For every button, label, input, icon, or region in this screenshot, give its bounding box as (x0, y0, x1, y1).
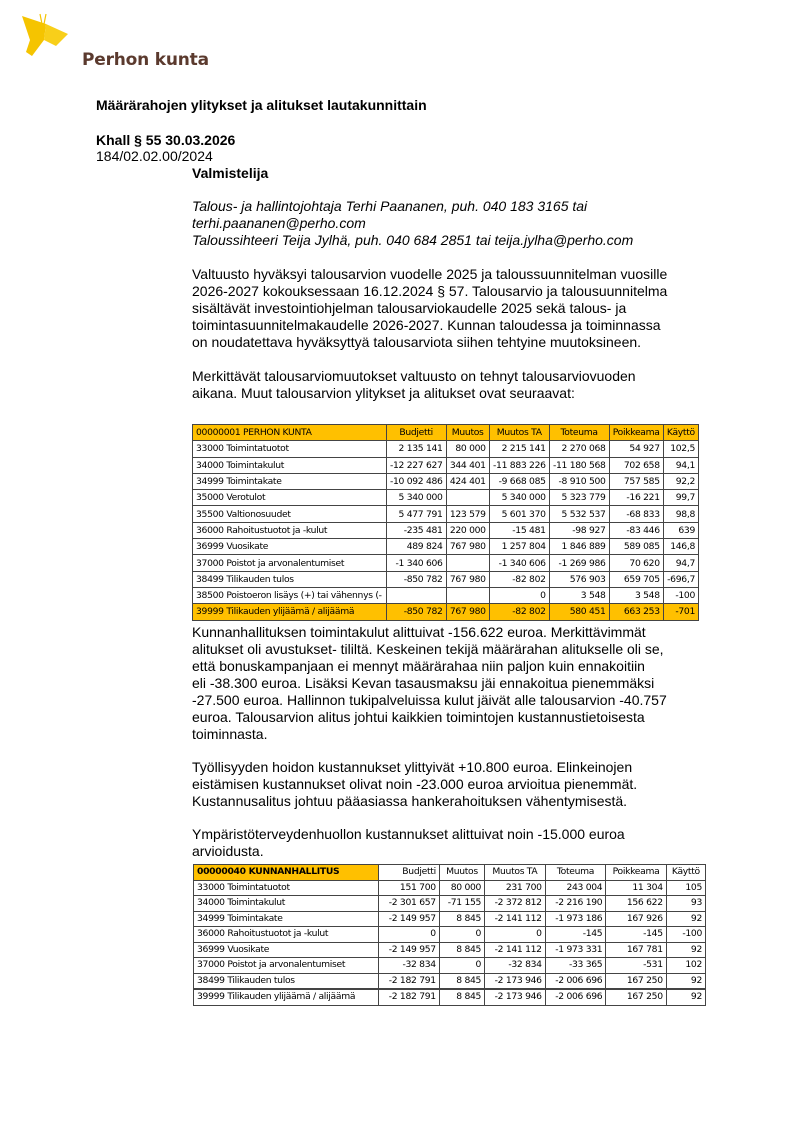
cell-toteuma: 5 532 537 (549, 506, 609, 522)
cell-muutos-ta: -32 834 (485, 958, 546, 974)
meeting-reference: Khall § 55 30.03.2026 (96, 132, 236, 148)
preparer-heading: Valmistelija (192, 165, 269, 181)
preparer-line: Taloussihteeri Teija Jylhä, puh. 040 684 2851 tai teija.jylha@perho.com (192, 232, 634, 248)
cell-kaytto: 102 (666, 958, 705, 974)
col-header-muutos: Muutos (439, 865, 484, 881)
cell-poikkeama: -83 446 (609, 522, 663, 538)
col-header-muutos-ta: Muutos TA (489, 425, 549, 441)
cell-kaytto: 93 (666, 896, 705, 912)
cell-muutos-ta: -11 883 226 (489, 457, 549, 473)
cell-kaytto: 92 (666, 942, 705, 958)
cell-kaytto: 639 (663, 522, 698, 538)
cell-budjetti: -10 092 486 (386, 473, 446, 489)
cell-muutos-ta: 0 (485, 927, 546, 943)
row-label: 37000 Poistot ja arvonalentumiset (193, 555, 387, 571)
cell-kaytto: -100 (663, 587, 698, 603)
cell-budjetti: -2 149 957 (379, 911, 440, 927)
text-line: toimintasuunnitelmakaudelle 2026-2027. Kunnan taloudessa ja toiminnassa (192, 317, 661, 333)
paragraph-kunnanhallitus (192, 624, 667, 743)
table-row (193, 506, 699, 522)
cell-muutos: 123 579 (446, 506, 489, 522)
text-line: Merkittävät talousarviomuutokset valtuusto on tehnyt talousarviovuoden (192, 368, 636, 384)
cell-muutos-ta: -82 802 (489, 604, 549, 620)
table-header-row (193, 425, 699, 441)
table-row (194, 880, 706, 896)
text-line: Työllisyyden hoidon kustannukset ylittyivät +10.800 euroa. Elinkeinojen (192, 759, 633, 775)
cell-budjetti: -2 182 791 (379, 973, 440, 989)
cell-muutos-ta: 2 215 141 (489, 441, 549, 457)
cell-kaytto: 105 (666, 880, 705, 896)
text-line: arvioidusta. (192, 843, 264, 859)
cell-muutos-ta: -2 141 112 (485, 942, 546, 958)
cell-poikkeama: 757 585 (609, 473, 663, 489)
paragraph-tyollisyys (192, 759, 637, 810)
table-row (193, 571, 699, 587)
cell-toteuma: -2 006 696 (545, 989, 606, 1005)
cell-muutos (446, 490, 489, 506)
table-row (194, 958, 706, 974)
row-label: 39999 Tilikauden ylijäämä / alijäämä (194, 989, 379, 1005)
table-row (193, 587, 699, 603)
cell-muutos: 8 845 (439, 989, 484, 1005)
cell-poikkeama: 3 548 (609, 587, 663, 603)
cell-budjetti: 0 (379, 927, 440, 943)
col-header-poikkeama: Poikkeama (609, 425, 663, 441)
cell-toteuma: -8 910 500 (549, 473, 609, 489)
cell-muutos (446, 555, 489, 571)
cell-poikkeama: 589 085 (609, 539, 663, 555)
cell-kaytto: 99,7 (663, 490, 698, 506)
cell-muutos-ta: -82 802 (489, 571, 549, 587)
cell-kaytto: 92 (666, 989, 705, 1005)
cell-poikkeama: 663 253 (609, 604, 663, 620)
table-row (194, 942, 706, 958)
cell-muutos: -71 155 (439, 896, 484, 912)
table-title: 00000040 KUNNANHALLITUS (194, 865, 379, 881)
cell-muutos: 80 000 (439, 880, 484, 896)
cell-kaytto: 92 (666, 911, 705, 927)
row-label: 34000 Toimintakulut (193, 457, 387, 473)
table-row (194, 896, 706, 912)
text-line: Valtuusto hyväksyi talousarvion vuodelle 2025 ja taloussuunnitelman vuosille (192, 266, 668, 282)
cell-muutos-ta: 231 700 (485, 880, 546, 896)
cell-toteuma: -145 (545, 927, 606, 943)
cell-budjetti: 151 700 (379, 880, 440, 896)
text-line: euroa. Talousarvion alitus johtui kaikkien toimintojen kustannustietoisesta (192, 709, 645, 725)
cell-budjetti: -2 149 957 (379, 942, 440, 958)
cell-budjetti: -1 340 606 (386, 555, 446, 571)
text-line: että bonuskampanjaan ei mennyt määrärahaa niin paljon kuin ennakoitiin (192, 658, 645, 674)
cell-budjetti: -2 182 791 (379, 989, 440, 1005)
cell-poikkeama: 54 927 (609, 441, 663, 457)
cell-toteuma: -1 973 331 (545, 942, 606, 958)
paragraph-budget-changes (192, 368, 636, 402)
cell-toteuma: -11 180 568 (549, 457, 609, 473)
cell-kaytto: -701 (663, 604, 698, 620)
cell-kaytto: -696,7 (663, 571, 698, 587)
preparers-block (192, 198, 633, 249)
cell-muutos: 220 000 (446, 522, 489, 538)
row-label: 35000 Verotulot (193, 490, 387, 506)
cell-muutos: 344 401 (446, 457, 489, 473)
perhon-kunta-logo (20, 12, 209, 70)
text-line: eli -38.300 euroa. Lisäksi Kevan tasausmaksu jäi ennakoitua pienemmäksi (192, 675, 655, 691)
cell-toteuma: 1 846 889 (549, 539, 609, 555)
cell-muutos-ta: -2 141 112 (485, 911, 546, 927)
table-title: 00000001 PERHON KUNTA (193, 425, 387, 441)
cell-kaytto: 146,8 (663, 539, 698, 555)
cell-muutos-ta: 0 (489, 587, 549, 603)
table-total-row (193, 604, 699, 620)
cell-muutos-ta: -2 372 812 (485, 896, 546, 912)
table-row (194, 927, 706, 943)
cell-muutos-ta: 1 257 804 (489, 539, 549, 555)
text-line: Kustannusalitus johtuu pääasiassa hankerahoituksen vähentymisestä. (192, 793, 628, 809)
cell-kaytto: 98,8 (663, 506, 698, 522)
text-line: -27.500 euroa. Hallinnon tukipalveluissa kulut jäivät alle talousarvion -40.757 (192, 692, 667, 708)
table-header-row (194, 865, 706, 881)
row-label: 36000 Rahoitustuotot ja -kulut (194, 927, 379, 943)
cell-poikkeama: 659 705 (609, 571, 663, 587)
text-line: Ympäristöterveydenhuollon kustannukset alittuivat noin -15.000 euroa (192, 826, 625, 842)
text-line: on noudatettava hyväksyttyä talousarviota siihen tehtyine muutoksineen. (192, 334, 642, 350)
cell-muutos (446, 587, 489, 603)
cell-muutos-ta: -9 668 085 (489, 473, 549, 489)
cell-kaytto: 94,1 (663, 457, 698, 473)
col-header-muutos: Muutos (446, 425, 489, 441)
table-kunnanhallitus (193, 864, 706, 1006)
cell-toteuma: -2 006 696 (545, 973, 606, 989)
cell-budjetti: 489 824 (386, 539, 446, 555)
row-label: 38500 Poistoeron lisäys (+) tai vähennys (- (193, 587, 387, 603)
cell-poikkeama: 702 658 (609, 457, 663, 473)
cell-toteuma: -33 365 (545, 958, 606, 974)
row-label: 35500 Valtionosuudet (193, 506, 387, 522)
cell-budjetti: -2 301 657 (379, 896, 440, 912)
text-line: Kunnanhallituksen toimintakulut alittuivat -156.622 euroa. Merkittävimmät (192, 624, 646, 640)
table-row (194, 911, 706, 927)
col-header-kaytto: Käyttö (663, 425, 698, 441)
row-label: 39999 Tilikauden ylijäämä / alijäämä (193, 604, 387, 620)
text-line: sisältävät investointiohjelman talousarviokaudelle 2025 sekä talous- ja (192, 300, 627, 316)
cell-budjetti: -12 227 627 (386, 457, 446, 473)
cell-poikkeama: 167 781 (606, 942, 666, 958)
col-header-toteuma: Toteuma (545, 865, 606, 881)
col-header-budjetti: Budjetti (386, 425, 446, 441)
cell-toteuma: 580 451 (549, 604, 609, 620)
col-header-poikkeama: Poikkeama (606, 865, 666, 881)
cell-toteuma: 3 548 (549, 587, 609, 603)
cell-toteuma: -98 927 (549, 522, 609, 538)
cell-muutos: 8 845 (439, 973, 484, 989)
row-label: 33000 Toimintatuotot (193, 441, 387, 457)
cell-muutos: 8 845 (439, 942, 484, 958)
cell-muutos-ta: -15 481 (489, 522, 549, 538)
cell-poikkeama: 167 250 (606, 989, 666, 1005)
cell-budjetti: -32 834 (379, 958, 440, 974)
preparer-email-link[interactable]: terhi.paananen@perho.com (192, 215, 366, 231)
row-label: 34999 Toimintakate (193, 473, 387, 489)
cell-budjetti: -850 782 (386, 571, 446, 587)
row-label: 38499 Tilikauden tulos (193, 571, 387, 587)
cell-poikkeama: 167 926 (606, 911, 666, 927)
cell-muutos: 80 000 (446, 441, 489, 457)
row-label: 34000 Toimintakulut (194, 896, 379, 912)
cell-poikkeama: 11 304 (606, 880, 666, 896)
text-line: aikana. Muut talousarvion ylitykset ja alitukset ovat seuraavat: (192, 385, 575, 401)
col-header-budjetti: Budjetti (379, 865, 440, 881)
document-title: Määrärahojen ylitykset ja alitukset lautakunnittain (96, 97, 427, 113)
cell-budjetti: 2 135 141 (386, 441, 446, 457)
cell-poikkeama: -16 221 (609, 490, 663, 506)
cell-kaytto: 92 (666, 973, 705, 989)
cell-poikkeama: 70 620 (609, 555, 663, 571)
table-row (194, 973, 706, 989)
cell-budjetti: 5 477 791 (386, 506, 446, 522)
cell-muutos-ta: 5 340 000 (489, 490, 549, 506)
cell-toteuma: 576 903 (549, 571, 609, 587)
cell-poikkeama: 156 622 (606, 896, 666, 912)
case-number: 184/02.02.00/2024 (96, 148, 213, 164)
row-label: 38499 Tilikauden tulos (194, 973, 379, 989)
row-label: 36000 Rahoitustuotot ja -kulut (193, 522, 387, 538)
cell-muutos-ta: -2 173 946 (485, 973, 546, 989)
table-perhon-kunta (192, 424, 699, 621)
cell-muutos: 8 845 (439, 911, 484, 927)
cell-muutos: 0 (439, 927, 484, 943)
cell-kaytto: 102,5 (663, 441, 698, 457)
cell-muutos: 767 980 (446, 539, 489, 555)
cell-kaytto: 92,2 (663, 473, 698, 489)
cell-muutos-ta: -2 173 946 (485, 989, 546, 1005)
row-label: 36999 Vuosikate (194, 942, 379, 958)
table-row (193, 490, 699, 506)
table-row (193, 522, 699, 538)
text-line: toiminnasta. (192, 726, 268, 742)
table-row (193, 539, 699, 555)
paragraph-budget-approval (192, 266, 667, 351)
cell-toteuma: -2 216 190 (545, 896, 606, 912)
row-label: 33000 Toimintatuotot (194, 880, 379, 896)
table-row (193, 457, 699, 473)
row-label: 37000 Poistot ja arvonalentumiset (194, 958, 379, 974)
logo-text: Perhon kunta (82, 50, 209, 70)
cell-muutos: 0 (439, 958, 484, 974)
cell-poikkeama: -68 833 (609, 506, 663, 522)
cell-poikkeama: -531 (606, 958, 666, 974)
text-line: alitukset oli avustukset- tililtä. Keskeinen tekijä määrärahan alitukselle oli se, (192, 641, 664, 657)
cell-toteuma: 243 004 (545, 880, 606, 896)
cell-toteuma: -1 269 986 (549, 555, 609, 571)
cell-poikkeama: -145 (606, 927, 666, 943)
cell-muutos: 767 980 (446, 604, 489, 620)
butterfly-icon (20, 12, 68, 60)
text-line: 2026-2027 kokouksessaan 16.12.2024 § 57. Talousarvio ja talousuunnitelma (192, 283, 668, 299)
cell-budjetti: 5 340 000 (386, 490, 446, 506)
row-label: 34999 Toimintakate (194, 911, 379, 927)
cell-muutos: 767 980 (446, 571, 489, 587)
table-row (193, 473, 699, 489)
table-total-row (194, 989, 706, 1005)
table-row (193, 441, 699, 457)
cell-toteuma: 2 270 068 (549, 441, 609, 457)
col-header-muutos-ta: Muutos TA (485, 865, 546, 881)
cell-muutos-ta: -1 340 606 (489, 555, 549, 571)
cell-poikkeama: 167 250 (606, 973, 666, 989)
row-label: 36999 Vuosikate (193, 539, 387, 555)
cell-budjetti: -850 782 (386, 604, 446, 620)
cell-toteuma: 5 323 779 (549, 490, 609, 506)
preparer-line: Talous- ja hallintojohtaja Terhi Paananen, puh. 040 183 3165 tai (192, 198, 588, 214)
cell-kaytto: 94,7 (663, 555, 698, 571)
cell-muutos: 424 401 (446, 473, 489, 489)
paragraph-ymparisto (192, 826, 625, 860)
cell-budjetti (386, 587, 446, 603)
table-row (193, 555, 699, 571)
col-header-toteuma: Toteuma (549, 425, 609, 441)
cell-muutos-ta: 5 601 370 (489, 506, 549, 522)
cell-kaytto: -100 (666, 927, 705, 943)
col-header-kaytto: Käyttö (666, 865, 705, 881)
cell-toteuma: -1 973 186 (545, 911, 606, 927)
text-line: eistämisen kustannukset olivat noin -23.000 euroa arvioitua pienemmät. (192, 776, 638, 792)
cell-budjetti: -235 481 (386, 522, 446, 538)
